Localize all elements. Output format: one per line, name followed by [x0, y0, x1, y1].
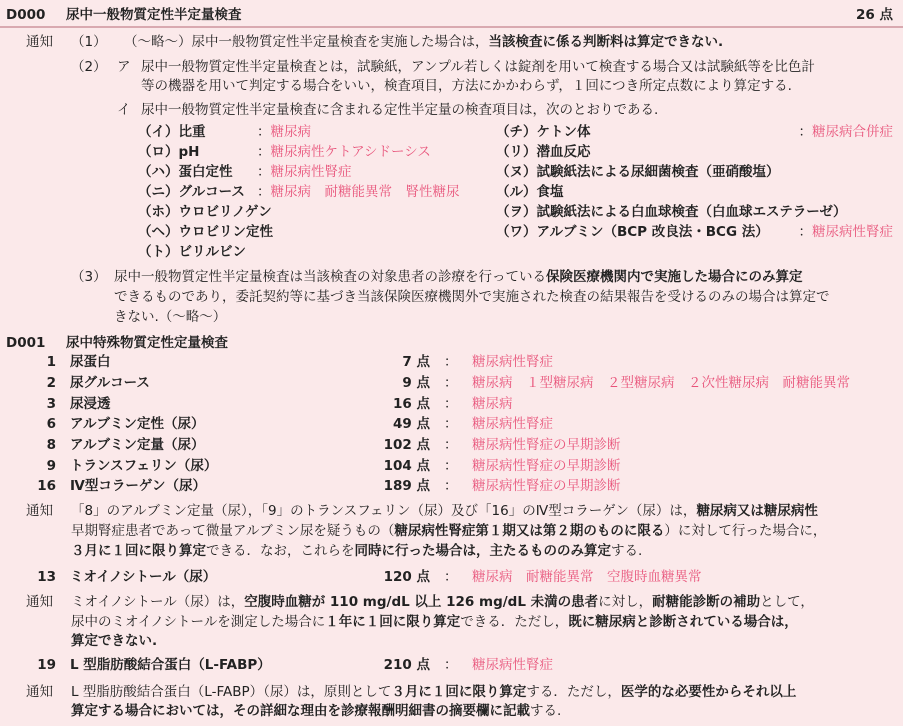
- row-points: 120 点: [383, 569, 430, 585]
- row-test-name: 尿蛋白: [70, 354, 111, 370]
- note-2-a-marker: ア: [117, 59, 131, 75]
- row-colon: ：: [444, 396, 458, 412]
- notice-2-line3: 算定できない.: [71, 633, 158, 649]
- test-item-label: （ル）食塩: [496, 184, 564, 200]
- row-points: 210 点: [383, 657, 430, 673]
- section-code-d000: D000: [6, 7, 46, 23]
- row-colon: ：: [444, 416, 458, 432]
- section-title-d000: 尿中一般物質定性半定量検査: [66, 7, 242, 23]
- notice-3-line1: L 型脂肪酸結合蛋白（L-FABP）（尿）は，原則として３月に１回に限り算定する．ただし，医学的な必要性からそれ以上: [71, 684, 797, 700]
- row-points: 49 点: [393, 416, 430, 432]
- row-number: 16: [37, 478, 56, 494]
- test-item-label: （ワ）アルブミン（BCP 改良法・BCG 法）: [496, 224, 769, 240]
- row-points: 189 点: [383, 478, 430, 494]
- row-number: 19: [37, 657, 56, 673]
- row-test-name: L 型脂肪酸結合蛋白（L-FABP）: [70, 657, 271, 673]
- row-number: 8: [46, 437, 56, 453]
- row-points: 102 点: [383, 437, 430, 453]
- row-indication: 糖尿病 １型糖尿病 ２型糖尿病 ２次性糖尿病 耐糖能異常: [472, 375, 850, 391]
- row-points: 9 点: [402, 375, 430, 391]
- note-3-line3: きない.（〜略〜）: [114, 309, 227, 325]
- test-item-note: ：糖尿病 耐糖能異常 腎性糖尿: [257, 184, 460, 200]
- test-item-label: （ヌ）試験紙法による尿細菌検査（亜硝酸塩）: [496, 164, 780, 180]
- notice-2-line1: ミオイノシトール（尿）は，空腹時血糖が 110 mg/dL 以上 126 mg/dL 未満の患者に対し，耐糖能診断の補助として，: [71, 594, 814, 610]
- row-indication: 糖尿病性腎症: [472, 354, 553, 370]
- row-points: 104 点: [383, 458, 430, 474]
- notice-1-line3: ３月に１回に限り算定できる．なお，これらを同時に行った場合は，主たるもののみ算定する.: [71, 543, 643, 559]
- row-indication: 糖尿病性腎症の早期診断: [472, 458, 621, 474]
- note-number-1: （1）: [71, 34, 107, 50]
- notice-1-line1: 「8」のアルブミン定量（尿），「9」のトランスフェリン（尿）及び「16」のⅣ型コラーゲン（尿）は，糖尿病又は糖尿病性: [71, 503, 818, 519]
- row-indication: 糖尿病 耐糖能異常 空腹時血糖異常: [472, 569, 702, 585]
- test-item-label: （リ）潜血反応: [496, 144, 591, 160]
- test-item-note: ：糖尿病性腎症: [257, 164, 352, 180]
- row-test-name: トランスフェリン（尿）: [70, 458, 218, 474]
- row-colon: ：: [444, 657, 458, 673]
- note-2-a-line1: 尿中一般物質定性半定量検査とは，試験紙，アンプル若しくは錠剤を用いて検査する場合又は試験紙等を比色計: [141, 59, 815, 75]
- test-item-note: ：糖尿病性腎症: [798, 224, 893, 240]
- notice-2-line2: 尿中のミオイノシトールを測定した場合に１年に１回に限り算定できる．ただし，既に糖尿病と診断されている場合は，: [71, 614, 798, 630]
- notice-3-line2: 算定する場合においては，その詳細な理由を診療報酬明細書の摘要欄に記載する.: [71, 703, 562, 719]
- notice-label: 通知: [26, 594, 53, 610]
- test-item-note: ：糖尿病: [257, 124, 311, 140]
- note-number-2: （2）: [71, 59, 107, 75]
- row-test-name: 尿浸透: [70, 396, 111, 412]
- row-number: 9: [46, 458, 56, 474]
- note-2-i-marker: イ: [117, 102, 131, 118]
- test-item-label: （ヲ）試験紙法による白血球検査（白血球エステラーゼ）: [496, 204, 847, 220]
- section-code-d001: D001: [6, 335, 46, 351]
- row-number: 1: [46, 354, 56, 370]
- section-divider: [0, 26, 903, 28]
- note-3-line2: できるものであり，委託契約等に基づき当該保険医療機関外で実施された検査の結果報告を受けるのみの場合は算定で: [114, 289, 830, 305]
- row-colon: ：: [444, 354, 458, 370]
- row-number: 3: [46, 396, 56, 412]
- note-2-a-line2: 等の機器を用いて判定する場合をいい，検査項目，方法にかかわらず，１回につき所定点数により算定する.: [141, 78, 792, 94]
- row-indication: 糖尿病性腎症: [472, 416, 553, 432]
- notice-label: 通知: [26, 34, 53, 50]
- row-number: 2: [46, 375, 56, 391]
- row-test-name: アルブミン定性（尿）: [70, 416, 205, 432]
- note-1-text: （〜略〜）尿中一般物質定性半定量検査を実施した場合は，当該検査に係る判断料は算定できない.: [124, 34, 724, 50]
- row-points: 7 点: [402, 354, 430, 370]
- test-item-label: （ヘ）ウロビリン定性: [138, 224, 273, 240]
- row-number: 6: [46, 416, 56, 432]
- row-colon: ：: [444, 375, 458, 391]
- note-number-3: （3）: [71, 269, 107, 285]
- row-indication: 糖尿病: [472, 396, 513, 412]
- row-colon: ：: [444, 478, 458, 494]
- row-test-name: ミオイノシトール（尿）: [70, 569, 217, 585]
- note-3-line1: 尿中一般物質定性半定量検査は当該検査の対象患者の診療を行っている保険医療機関内で実施した場合にのみ算定: [114, 269, 803, 285]
- row-colon: ：: [444, 458, 458, 474]
- test-item-label: （ト）ビリルビン: [138, 244, 246, 260]
- row-indication: 糖尿病性腎症: [472, 657, 553, 673]
- notice-1-line2: 早期腎症患者であって微量アルブミン尿を疑うもの（糖尿病性腎症第１期又は第２期のものに限る）に対して行った場合に，: [71, 523, 827, 539]
- test-item-label: （ホ）ウロビリノゲン: [138, 204, 272, 220]
- test-item-note: ：糖尿病性ケトアシドーシス: [257, 144, 431, 160]
- test-item-label: （チ）ケトン体: [496, 124, 591, 140]
- row-number: 13: [37, 569, 56, 585]
- row-colon: ：: [444, 569, 458, 585]
- section-points-d000: 26 点: [856, 7, 893, 23]
- test-item-label: （ロ）pH: [138, 144, 200, 160]
- section-title-d001: 尿中特殊物質定性定量検査: [66, 335, 228, 351]
- note-2-i-line1: 尿中一般物質定性半定量検査に含まれる定性半定量の検査項目は，次のとおりである.: [141, 102, 659, 118]
- test-item-label: （ニ）グルコース: [138, 184, 245, 200]
- row-test-name: 尿グルコース: [70, 375, 150, 391]
- row-indication: 糖尿病性腎症の早期診断: [472, 478, 621, 494]
- test-item-note: ：糖尿病合併症: [798, 124, 893, 140]
- notice-label: 通知: [26, 503, 53, 519]
- test-item-label: （イ）比重: [138, 124, 206, 140]
- notice-label: 通知: [26, 684, 53, 700]
- row-indication: 糖尿病性腎症の早期診断: [472, 437, 621, 453]
- row-test-name: アルブミン定量（尿）: [70, 437, 205, 453]
- row-colon: ：: [444, 437, 458, 453]
- row-test-name: Ⅳ型コラーゲン（尿）: [70, 478, 207, 494]
- row-points: 16 点: [393, 396, 430, 412]
- test-item-label: （ハ）蛋白定性: [138, 164, 233, 180]
